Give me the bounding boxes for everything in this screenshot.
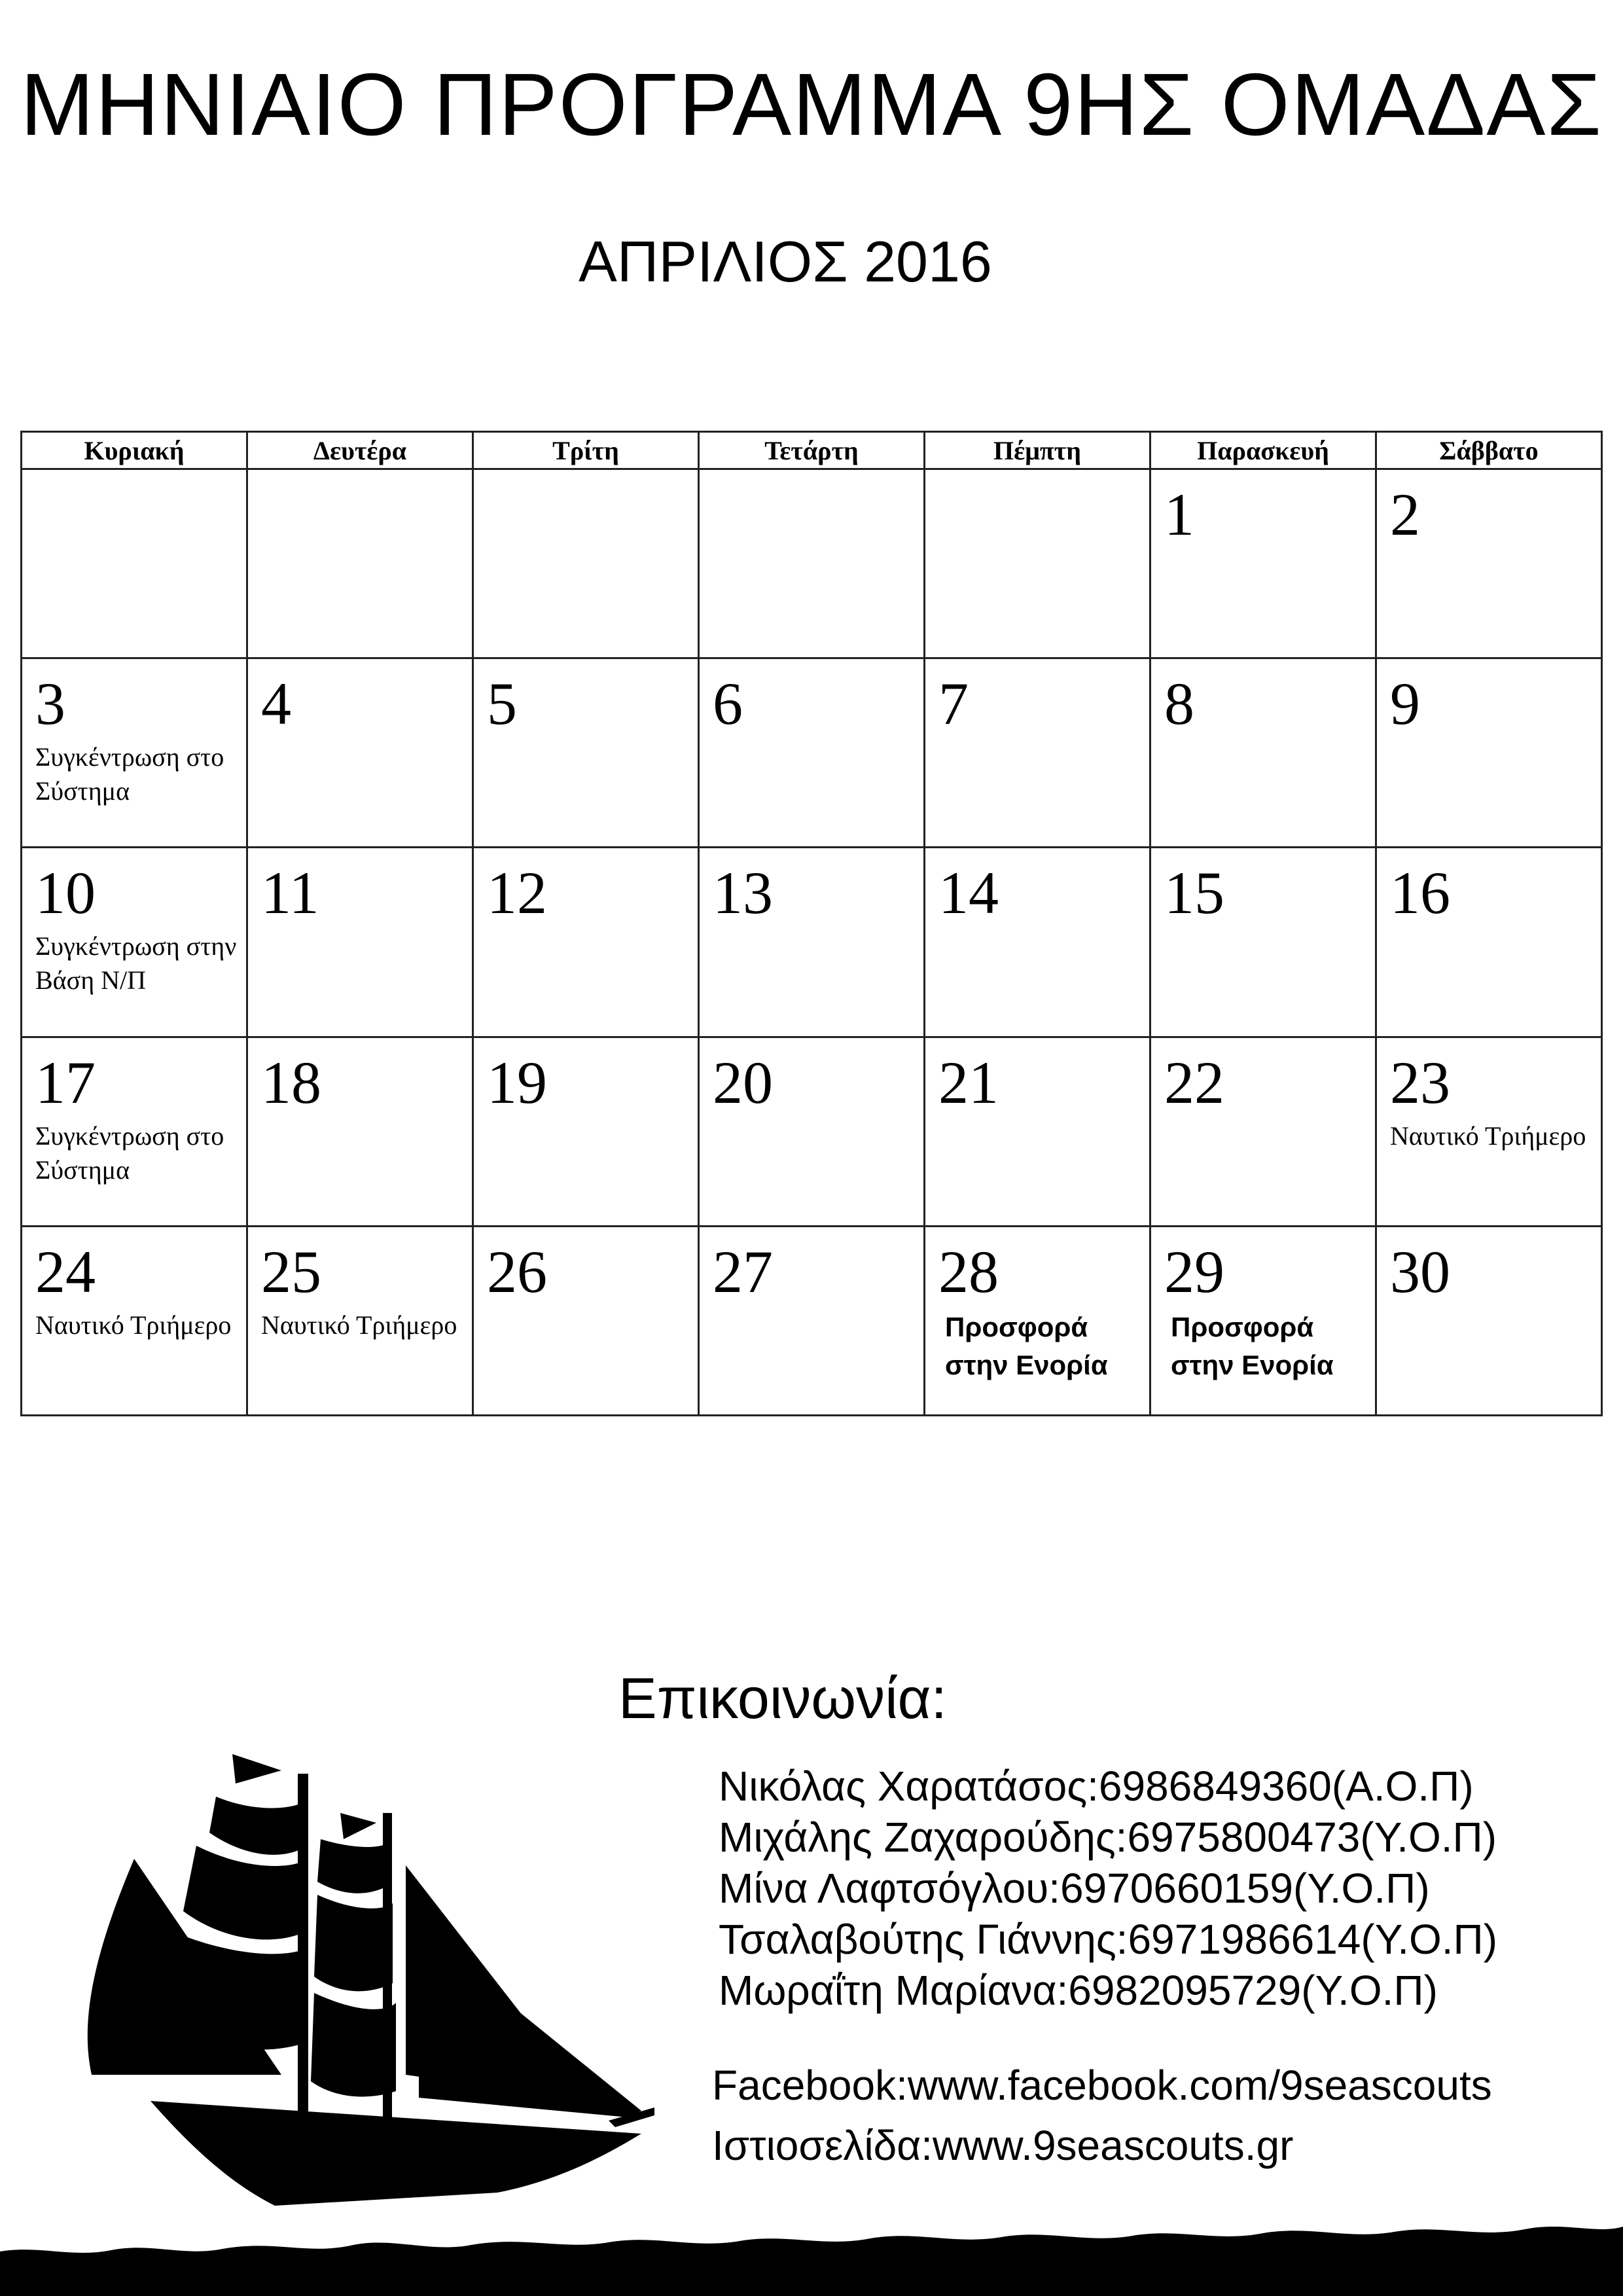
calendar-table — [20, 431, 1603, 1416]
day-cell-13 — [699, 848, 925, 1037]
weekday-saturday: Σάββατο — [1376, 432, 1602, 469]
day-number: 13 — [713, 859, 773, 927]
contact-person-1: Νικόλας Χαρατάσος:6986849360(Α.Ο.Π) — [719, 1763, 1474, 1810]
day-number: 24 — [35, 1238, 96, 1305]
day-number: 29 — [1164, 1238, 1224, 1305]
day-cell-6 — [699, 658, 925, 848]
weekday-wednesday: Τετάρτη — [699, 432, 925, 469]
day-cell-empty — [925, 469, 1150, 658]
weekday-tuesday: Τρίτη — [473, 432, 699, 469]
weekday-sunday: Κυριακή — [22, 432, 247, 469]
day-number: 2 — [1390, 481, 1420, 548]
day-number: 30 — [1390, 1238, 1450, 1305]
calendar-week-row — [22, 848, 1602, 1037]
day-number: 20 — [713, 1049, 773, 1116]
day-cell-30 — [1376, 1226, 1602, 1415]
day-number: 4 — [261, 670, 291, 738]
weekday-header-row — [22, 432, 1602, 469]
calendar-week-row — [22, 1226, 1602, 1415]
day-number: 12 — [487, 859, 547, 927]
day-number: 16 — [1390, 859, 1450, 927]
calendar-week-row — [22, 658, 1602, 848]
day-cell-14 — [925, 848, 1150, 1037]
page-title: ΜΗΝΙΑΙΟ ΠΡΟΓΡΑΜΜΑ 9ΗΣ ΟΜΑΔΑΣ — [20, 55, 1603, 154]
day-number: 19 — [487, 1049, 547, 1116]
day-cell-29 — [1150, 1226, 1376, 1415]
day-number: 28 — [938, 1238, 999, 1305]
sea-waves-decoration — [0, 2179, 1623, 2296]
day-event-note: Ναυτικό Τριήμερο — [35, 1310, 232, 1340]
day-number: 15 — [1164, 859, 1224, 927]
day-cell-7 — [925, 658, 1150, 848]
calendar-week-row — [22, 469, 1602, 658]
day-number: 1 — [1164, 481, 1194, 548]
day-cell-18 — [247, 1037, 473, 1226]
day-cell-1 — [1150, 469, 1376, 658]
day-cell-9 — [1376, 658, 1602, 848]
sailing-ship-icon — [0, 1734, 654, 2206]
day-cell-empty — [22, 469, 247, 658]
contact-heading: Επικοινωνία: — [618, 1666, 947, 1731]
day-number: 10 — [35, 859, 96, 927]
day-cell-10 — [22, 848, 247, 1037]
day-cell-empty — [247, 469, 473, 658]
day-event-note: Προσφορά στην Ενορία — [945, 1311, 1108, 1380]
day-number: 8 — [1164, 670, 1194, 738]
day-number: 23 — [1390, 1049, 1450, 1116]
day-number: 26 — [487, 1238, 547, 1305]
contact-list — [719, 1761, 1497, 2016]
month-title: ΑΠΡΙΛΙΟΣ 2016 — [579, 229, 992, 294]
day-cell-28 — [925, 1226, 1150, 1415]
day-cell-15 — [1150, 848, 1376, 1037]
weekday-thursday: Πέμπτη — [925, 432, 1150, 469]
day-event-note: Προσφορά στην Ενορία — [1171, 1311, 1334, 1380]
website-link[interactable]: Ιστιοσελίδα:www.9seascouts.gr — [712, 2122, 1294, 2169]
day-cell-2 — [1376, 469, 1602, 658]
day-number: 27 — [713, 1238, 773, 1305]
day-cell-empty — [699, 469, 925, 658]
weekday-friday: Παρασκευή — [1150, 432, 1376, 469]
day-number: 11 — [261, 859, 319, 927]
day-number: 3 — [35, 670, 65, 738]
day-event-note: Συγκέντρωση στην Βάση Ν/Π — [35, 931, 237, 996]
day-cell-25 — [247, 1226, 473, 1415]
day-cell-17 — [22, 1037, 247, 1226]
day-number: 21 — [938, 1049, 999, 1116]
day-cell-16 — [1376, 848, 1602, 1037]
day-cell-5 — [473, 658, 699, 848]
contact-person-3: Μίνα Λαφτσόγλου:6970660159(Υ.Ο.Π) — [719, 1865, 1430, 1912]
day-cell-8 — [1150, 658, 1376, 848]
day-cell-19 — [473, 1037, 699, 1226]
day-cell-3 — [22, 658, 247, 848]
day-number: 9 — [1390, 670, 1420, 738]
day-cell-23 — [1376, 1037, 1602, 1226]
day-cell-26 — [473, 1226, 699, 1415]
day-event-note: Συγκέντρωση στο Σύστημα — [35, 1121, 224, 1185]
day-number: 7 — [938, 670, 969, 738]
day-cell-12 — [473, 848, 699, 1037]
calendar-body — [22, 469, 1602, 1416]
weekday-monday: Δευτέρα — [247, 432, 473, 469]
day-cell-24 — [22, 1226, 247, 1415]
links-block — [712, 2055, 1492, 2176]
day-cell-empty — [473, 469, 699, 658]
contact-person-4: Τσαλαβούτης Γιάννης:6971986614(Υ.Ο.Π) — [719, 1916, 1498, 1963]
day-cell-4 — [247, 658, 473, 848]
day-number: 22 — [1164, 1049, 1224, 1116]
day-cell-22 — [1150, 1037, 1376, 1226]
day-cell-27 — [699, 1226, 925, 1415]
day-number: 6 — [713, 670, 743, 738]
day-number: 5 — [487, 670, 517, 738]
day-number: 14 — [938, 859, 999, 927]
facebook-link[interactable]: Facebook:www.facebook.com/9seascouts — [712, 2062, 1492, 2109]
day-cell-21 — [925, 1037, 1150, 1226]
day-cell-11 — [247, 848, 473, 1037]
day-event-note: Ναυτικό Τριήμερο — [261, 1310, 457, 1340]
day-number: 18 — [261, 1049, 321, 1116]
day-event-note: Ναυτικό Τριήμερο — [1390, 1121, 1586, 1151]
contact-person-5: Μωραΐτη Μαρίανα:6982095729(Υ.Ο.Π) — [719, 1967, 1438, 2014]
day-number: 17 — [35, 1049, 96, 1116]
day-cell-20 — [699, 1037, 925, 1226]
calendar-week-row — [22, 1037, 1602, 1226]
day-number: 25 — [261, 1238, 321, 1305]
day-event-note: Συγκέντρωση στο Σύστημα — [35, 742, 224, 806]
contact-person-2: Μιχάλης Ζαχαρούδης:6975800473(Υ.Ο.Π) — [719, 1814, 1497, 1861]
